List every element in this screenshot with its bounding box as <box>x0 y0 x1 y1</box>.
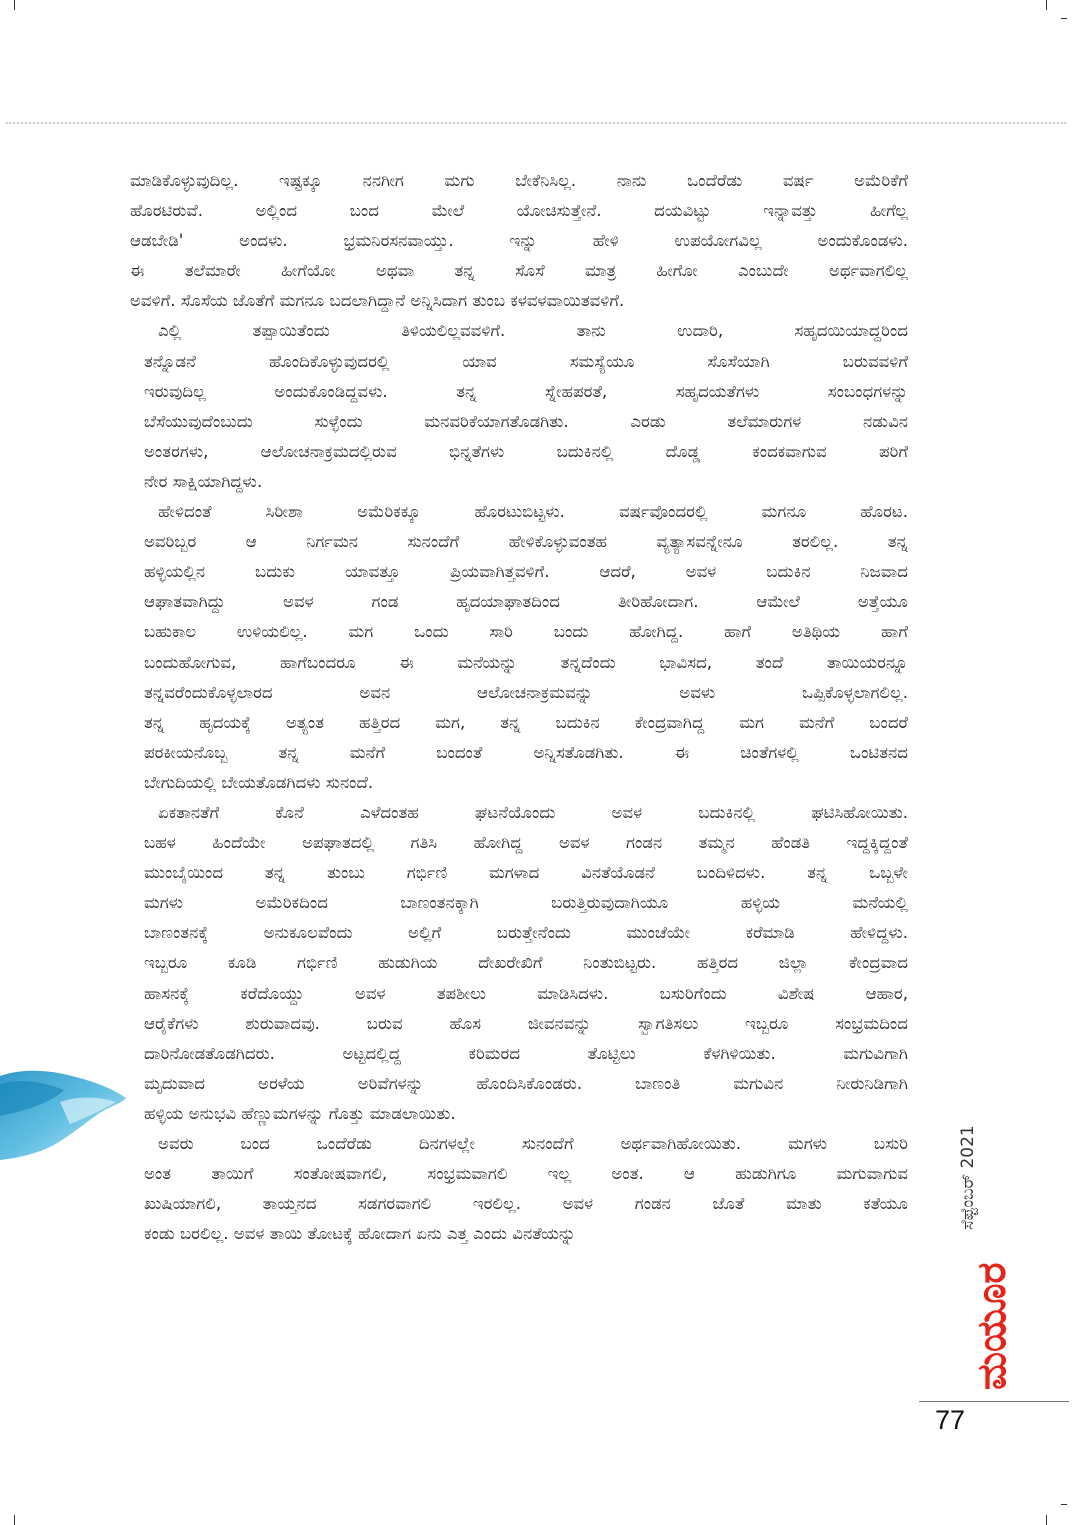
paragraph <box>130 497 908 798</box>
crop-mark <box>1061 1504 1067 1505</box>
text-line: ಅವಳಿಗೆ. ಸೊಸೆಯ ಜೊತೆಗೆ ಮಗನೂ ಬದಲಾಗಿದ್ದಾನೆ ಅನ್ನಿಸಿದಾಗ ತುಂಬ ಕಳವಳವಾಯಿತವಳಿಗೆ. <box>130 291 625 311</box>
text-line: ಅಂತರಗಳು, ಆಲೋಚನಾಕ್ರಮದಲ್ಲಿರುವ ಭಿನ್ನತೆಗಳು ಬದುಕಿನಲ್ಲಿ ದೊಡ್ಡ ಕಂದಕವಾಗುವ ಪರಿಗೆ <box>144 441 908 461</box>
text-line: ಬೆಸೆಯುವುದೆಂಬುದು ಸುಳ್ಳೆಂದು ಮನವರಿಕೆಯಾಗತೊಡಗಿತು. ಎರಡು ತಲೆಮಾರುಗಳ ನಡುವಿನ <box>144 411 908 431</box>
text-line: ಬೇಗುದಿಯಲ್ಲಿ ಬೇಯತೊಡಗಿದಳು ಸುನಂದೆ. <box>144 772 374 792</box>
crop-mark <box>1046 0 1047 10</box>
text-line: ಮಾಡಿಕೊಳ್ಳುವುದಿಲ್ಲ. ಇಷ್ಟಕ್ಕೂ ನನಗೀಗ ಮಗು ಬೇಕೆನಿಸಿಲ್ಲ. ನಾನು ಒಂದೆರೆಡು ವರ್ಷ ಅಮೆರಿಕೆಗೆ <box>130 171 908 190</box>
magazine-logo: ಮಯೂರ <box>969 1262 1015 1390</box>
text-line: ಬಾಣಂತನಕ್ಕೆ ಅನುಕೂಲವೆಂದು ಅಲ್ಲಿಗೆ ಬರುತ್ತೇನೆಂದು ಮುಂಚೆಯೇ ಕರೆಮಾಡಿ ಹೇಳಿದ್ದಳು. <box>144 923 908 943</box>
header-dotted-rule <box>6 122 1066 124</box>
text-line: ಹಾಸನಕ್ಕೆ ಕರೆದೊಯ್ದು ಅವಳ ತಪಶೀಲು ಮಾಡಿಸಿದಳು. ಬಸುರಿಗೆಂದು ವಿಶೇಷ ಆಹಾರ, <box>144 983 908 1003</box>
text-line: ಮುಂಬೈಯಿಂದ ತನ್ನ ತುಂಬು ಗರ್ಭಿಣಿ ಮಗಳಾದ ವಿನತೆಯೊಡನೆ ಬಂದಿಳಿದಳು. ತನ್ನ ಒಬ್ಬಳೇ <box>144 863 908 883</box>
text-line: ನೇರ ಸಾಕ್ಷಿಯಾಗಿದ್ದಳು. <box>144 471 263 491</box>
text-line: ಬಹುಕಾಲ ಉಳಿಯಲಿಲ್ಲ. ಮಗ ಒಂದು ಸಾರಿ ಬಂದು ಹೋಗಿದ್ದ. ಹಾಗೆ ಅತಿಥಿಯ ಹಾಗೆ <box>144 622 908 642</box>
text-line: ಇಬ್ಬರೂ ಕೂಡಿ ಗರ್ಭಿಣಿ ಹುಡುಗಿಯ ದೇಖರೇಖಿಗೆ ನಿಂತುಬಿಟ್ಟರು. ಹತ್ತಿರದ ಜಿಲ್ಲಾ ಕೇಂದ್ರವಾದ <box>144 953 908 973</box>
paragraph <box>130 316 908 497</box>
text-line: ಹೊರಟಿರುವೆ. ಅಲ್ಲಿಂದ ಬಂದ ಮೇಲೆ ಯೋಚಿಸುತ್ತೇನೆ. ದಯವಿಟ್ಟು ಇನ್ನಾವತ್ತು ಹೀಗೆಲ್ಲ <box>130 201 908 221</box>
text-line: ಇರುವುದಿಲ್ಲ ಅಂದುಕೊಂಡಿದ್ದವಳು. ತನ್ನ ಸ್ನೇಹಪರತೆ, ಸಹೃದಯತೆಗಳು ಸಂಬಂಧಗಳನ್ನು <box>144 381 908 401</box>
article-body <box>130 166 908 1249</box>
text-line: ಆರೈಕೆಗಳು ಶುರುವಾದವು. ಬರುವ ಹೊಸ ಜೀವನವನ್ನು ಸ್ವಾಗತಿಸಲು ಇಬ್ಬರೂ ಸಂಭ್ರಮದಿಂದ <box>144 1013 908 1033</box>
paragraph <box>130 1129 908 1249</box>
text-line: ಮೃದುವಾದ ಅರಳೆಯ ಅರಿವೆಗಳನ್ನು ಹೊಂದಿಸಿಕೊಂಡರು. ಬಾಣಂತಿ ಮಗುವಿನ ನೀರುನಿಡಿಗಾಗಿ <box>144 1073 908 1093</box>
text-line: ಎಲ್ಲಿ ತಪ್ಪಾಯಿತೆಂದು ತಿಳಿಯಲಿಲ್ಲವವಳಿಗೆ. ತಾನು ಉದಾರಿ, ಸಹೃದಯಿಯಾದ್ದರಿಂದ <box>158 321 908 341</box>
text-line: ಹಳ್ಳಿಯ ಅನುಭವಿ ಹೆಣ್ಣುಮಗಳನ್ನು ಗೊತ್ತು ಮಾಡಲಾಯಿತು. <box>144 1103 456 1123</box>
blue-watercolor-splash <box>0 1062 135 1162</box>
text-line: ಹಳ್ಳಿಯಲ್ಲಿನ ಬದುಕು ಯಾವತ್ತೂ ಪ್ರಿಯವಾಗಿತ್ತವಳಿಗೆ. ಆದರೆ, ಅವಳ ಬದುಕಿನ ನಿಜವಾದ <box>144 562 908 582</box>
text-line: ಈ ತಲೆಮಾರೇ ಹೀಗೆಯೋ ಅಥವಾ ತನ್ನ ಸೊಸೆ ಮಾತ್ರ ಹೀಗೋ ಎಂಬುದೇ ಅರ್ಥವಾಗಲಿಲ್ಲ <box>130 261 908 281</box>
page-number: 77 <box>935 1405 966 1435</box>
text-line: ತನ್ನ ಹೃದಯಕ್ಕೆ ಅತ್ಯಂತ ಹತ್ತಿರದ ಮಗ, ತನ್ನ ಬದುಕಿನ ಕೇಂದ್ರವಾಗಿದ್ದ ಮಗ ಮನೆಗೆ ಬಂದರೆ <box>144 712 908 732</box>
issue-date: ಸೆಪ್ಟೆಂಬರ್ 2021 <box>958 1125 978 1230</box>
paragraph <box>130 798 908 1129</box>
text-line: ತನ್ನೊಡನೆ ಹೊಂದಿಕೊಳ್ಳುವುದರಲ್ಲಿ ಯಾವ ಸಮಸ್ಯೆಯೂ ಸೊಸೆಯಾಗಿ ಬರುವವಳಿಗೆ <box>144 351 908 371</box>
text-line: ಬಹಳ ಹಿಂದೆಯೇ ಅಪಘಾತದಲ್ಲಿ ಗತಿಸಿ ಹೋಗಿದ್ದ ಅವಳ ಗಂಡನ ತಮ್ಮನ ಹೆಂಡತಿ ಇದ್ದಕ್ಕಿದ್ದಂತೆ <box>144 833 908 853</box>
text-line: ದಾರಿನೋಡತೊಡಗಿದರು. ಅಟ್ಟದಲ್ಲಿದ್ದ ಕರಿಮರದ ತೊಟ್ಟಿಲು ಕೆಳಗಿಳಿಯಿತು. ಮಗುವಿಗಾಗಿ <box>144 1043 908 1063</box>
crop-mark <box>14 0 15 10</box>
folio-rule <box>919 1401 1069 1402</box>
text-line: ಅವರು ಬಂದ ಒಂದೆರೆಡು ದಿನಗಳಲ್ಲೇ ಸುನಂದೆಗೆ ಅರ್ಥವಾಗಿಹೋಯಿತು. ಮಗಳು ಬಸುರಿ <box>158 1134 908 1153</box>
text-line: ಬಂದುಹೋಗುವ, ಹಾಗೆಬಂದರೂ ಈ ಮನೆಯನ್ನು ತನ್ನದೆಂದು ಭಾವಿಸದ, ತಂದೆ ತಾಯಿಯರನ್ನೂ <box>144 652 908 672</box>
text-line: ತನ್ನವರೆಂದುಕೊಳ್ಳಲಾರದ ಅವನ ಆಲೋಚನಾಕ್ರಮವನ್ನು ಅವಳು ಒಪ್ಪಿಕೊಳ್ಳಲಾಗಲಿಲ್ಲ. <box>144 682 908 702</box>
text-line: ಮಗಳು ಅಮೆರಿಕದಿಂದ ಬಾಣಂತನಕ್ಕಾಗಿ ಬರುತ್ತಿರುವುದಾಗಿಯೂ ಹಳ್ಳಿಯ ಮನೆಯಲ್ಲಿ <box>144 893 908 913</box>
text-line: ಹೇಳಿದಂತೆ ಸಿರೀಶಾ ಅಮೆರಿಕಕ್ಕೂ ಹೊರಟುಬಿಟ್ಟಳು. ವರ್ಷವೊಂದರಲ್ಲಿ ಮಗನೂ ಹೊರಟ. <box>158 502 908 522</box>
text-line: ಆಘಾತವಾಗಿದ್ದು ಅವಳ ಗಂಡ ಹೃದಯಾಘಾತದಿಂದ ತೀರಿಹೋದಾಗ. ಆಮೇಲೆ ಅತ್ತೆಯೂ <box>144 592 908 612</box>
crop-mark <box>1061 18 1067 19</box>
text-line: ಅಂತ ತಾಯಿಗೆ ಸಂತೋಷವಾಗಲಿ, ಸಂಭ್ರಮವಾಗಲಿ ಇಲ್ಲ ಅಂತ. ಆ ಹುಡುಗಿಗೂ ಮಗುವಾಗುವ <box>144 1164 908 1184</box>
paragraph <box>130 166 908 316</box>
text-line: ಅವರಿಬ್ಬರ ಆ ನಿರ್ಗಮನ ಸುನಂದೆಗೆ ಹೇಳಿಕೊಳ್ಳುವಂತಹ ವ್ಯತ್ಯಾಸವನ್ನೇನೂ ತರಲಿಲ್ಲ. ತನ್ನ <box>144 532 908 552</box>
text-line: ಏಕತಾನತೆಗೆ ಕೊನೆ ಎಳೆದಂತಹ ಘಟನೆಯೊಂದು ಅವಳ ಬದುಕಿನಲ್ಲಿ ಘಟಿಸಿಹೋಯಿತು. <box>158 802 908 822</box>
crop-mark <box>14 1515 15 1525</box>
crop-mark <box>1046 1515 1047 1525</box>
text-line: ಆಡಬೇಡಿ' ಅಂದಳು. ಭ್ರಮನಿರಸನವಾಯ್ತು. ಇನ್ನು ಹೇಳಿ ಉಪಯೋಗವಿಲ್ಲ ಅಂದುಕೊಂಡಳು. <box>130 231 908 251</box>
text-line: ಕಂಡು ಬರಲಿಲ್ಲ. ಅವಳ ತಾಯಿ ತೋಟಕ್ಕೆ ಹೋದಾಗ ಏನು ಎತ್ತ ಎಂದು ವಿನತೆಯನ್ನು <box>144 1224 576 1244</box>
text-line: ಖುಷಿಯಾಗಲಿ, ತಾಯ್ತನದ ಸಡಗರವಾಗಲಿ ಇರಲಿಲ್ಲ. ಅವಳ ಗಂಡನ ಜೊತೆ ಮಾತು ಕತೆಯೂ <box>144 1194 908 1214</box>
text-line: ಪರಕೀಯನೊಬ್ಬ ತನ್ನ ಮನೆಗೆ ಬಂದಂತೆ ಅನ್ನಿಸತೊಡಗಿತು. ಈ ಚಿಂತೆಗಳಲ್ಲಿ ಒಂಟಿತನದ <box>144 742 908 762</box>
